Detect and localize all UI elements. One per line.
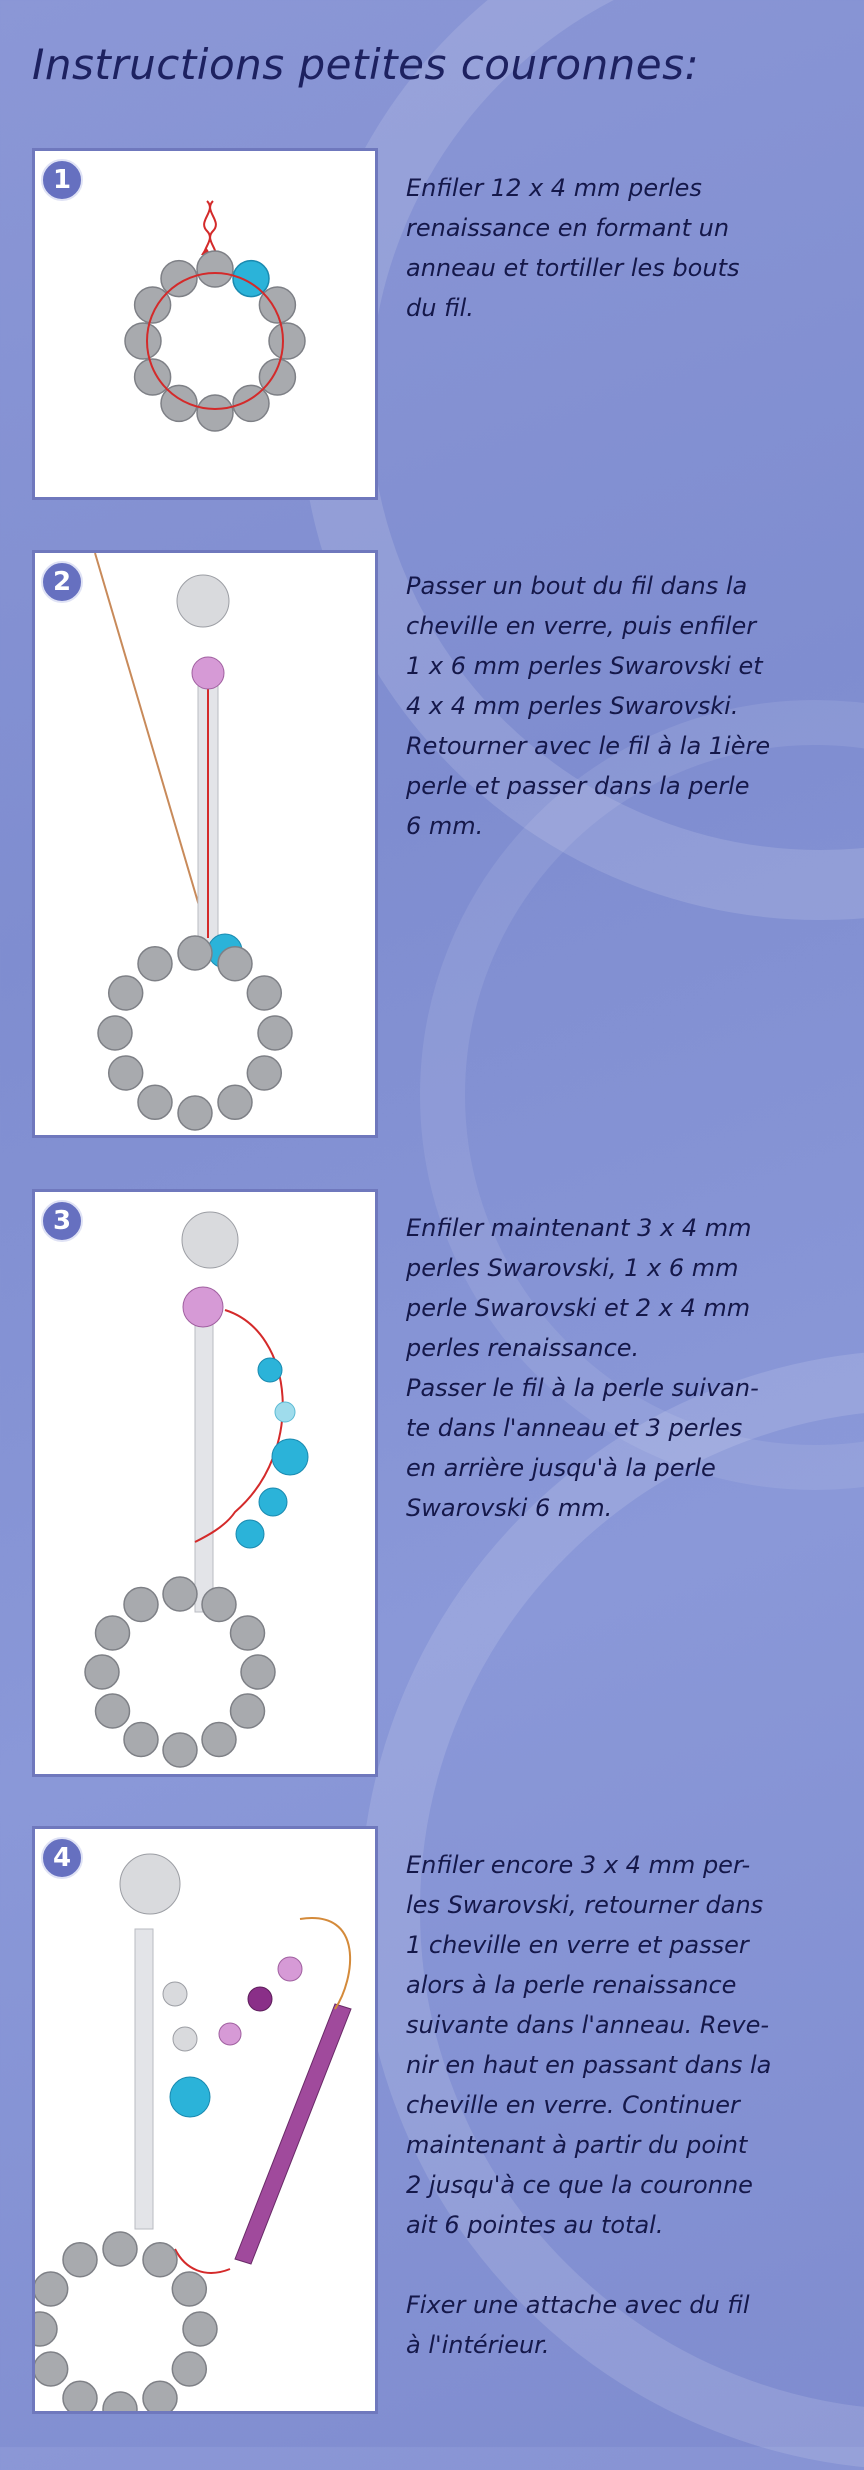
step-number-badge: 3 — [41, 1200, 83, 1242]
step-2-diagram — [35, 553, 375, 1135]
clear-bead-cluster-icon — [177, 575, 229, 627]
grey-bead-icon — [172, 2272, 206, 2306]
grey-bead-icon — [231, 1616, 265, 1650]
grey-bead-icon — [233, 385, 269, 421]
thread-path-icon — [175, 2249, 230, 2273]
step-3-instructions: Enfiler maintenant 3 x 4 mm perles Swarovski, 1 x 6 mm perle Swarovski et 2 x 4 mm perles renaissance. Passer le fil à la perle suivan- te dans l'anneau et 3 perles en arrière jusqu'à la perle Swarovski 6 mm. — [406, 1214, 759, 1522]
grey-bead-icon — [135, 287, 171, 323]
grey-bead-icon — [85, 1655, 119, 1689]
grey-bead-icon — [143, 2381, 177, 2411]
grey-bead-icon — [247, 1056, 281, 1090]
grey-bead-icon — [35, 2312, 57, 2346]
pink-bead-icon — [219, 2023, 241, 2045]
step-2-instructions: Passer un bout du fil dans la cheville en verre, puis enfiler 1 x 6 mm perles Swarovski et 4 x 4 mm perles Swarovski. Retourner avec le fil à la 1ière perle et passer dans la perle 6 mm. — [406, 572, 771, 840]
grey-bead-icon — [109, 1056, 143, 1090]
grey-bead-icon — [96, 1616, 130, 1650]
step-4-instructions: Enfiler encore 3 x 4 mm per- les Swarovski, retourner dans 1 cheville en verre et passer alors à la perle renaissance suivante dans l'anneau. Reve- nir en haut en passant dans la cheville en verre. Continuer maintenant à partir du point 2 jusqu'à ce que la couronne ait 6 pointes au total. Fixer une attache avec du fil à l'intérieur. — [406, 1851, 772, 2359]
grey-bead-icon — [183, 2312, 217, 2346]
step-4-diagram — [35, 1829, 375, 2411]
glass-tube-icon — [195, 1312, 213, 1612]
bead-ring-icon — [35, 2232, 217, 2411]
thread-path-icon — [300, 1918, 350, 2009]
blue-bead-icon — [258, 1358, 282, 1382]
step-4-illustration-panel — [32, 1826, 378, 2414]
grey-bead-icon — [161, 385, 197, 421]
grey-bead-icon — [218, 947, 252, 981]
pink-bead-icon — [183, 1287, 223, 1327]
clear-bead-icon — [173, 2027, 197, 2051]
grey-bead-icon — [247, 976, 281, 1010]
grey-bead-icon — [63, 2381, 97, 2411]
clear-bead-cluster-icon — [120, 1854, 180, 1914]
clear-bead-icon — [163, 1982, 187, 2006]
grey-bead-icon — [163, 1577, 197, 1611]
purple-tube-icon — [235, 2004, 351, 2264]
step-3-diagram — [35, 1192, 375, 1774]
grey-bead-icon — [241, 1655, 275, 1689]
grey-bead-icon — [197, 251, 233, 287]
grey-bead-icon — [96, 1694, 130, 1728]
grey-bead-icon — [124, 1588, 158, 1622]
grey-bead-icon — [269, 323, 305, 359]
grey-bead-icon — [125, 323, 161, 359]
grey-bead-icon — [138, 947, 172, 981]
grey-bead-icon — [163, 1733, 197, 1767]
step-3-illustration-panel — [32, 1189, 378, 1777]
grey-bead-icon — [124, 1723, 158, 1757]
blue-bead-icon — [259, 1488, 287, 1516]
grey-bead-icon — [259, 359, 295, 395]
bead-ring-icon — [85, 1577, 275, 1767]
page-title: Instructions petites couronnes: — [32, 40, 700, 89]
step-2-illustration-panel — [32, 550, 378, 1138]
grey-bead-icon — [231, 1694, 265, 1728]
grey-bead-icon — [135, 359, 171, 395]
step-number-badge: 2 — [41, 561, 83, 603]
grey-bead-icon — [218, 1085, 252, 1119]
grey-bead-icon — [35, 2352, 68, 2386]
grey-bead-icon — [178, 1096, 212, 1130]
grey-bead-icon — [178, 936, 212, 970]
grey-bead-icon — [103, 2392, 137, 2411]
grey-bead-icon — [259, 287, 295, 323]
grey-bead-icon — [161, 261, 197, 297]
grey-bead-icon — [172, 2352, 206, 2386]
grey-bead-icon — [202, 1588, 236, 1622]
pink-bead-icon — [192, 657, 224, 689]
blue-bead-icon — [236, 1520, 264, 1548]
grey-bead-icon — [197, 395, 233, 431]
clear-bead-cluster-icon — [182, 1212, 238, 1268]
pink-bead-icon — [278, 1957, 302, 1981]
glass-tube-icon — [135, 1929, 153, 2229]
purple-bead-icon — [248, 1987, 272, 2011]
blue-bead-icon — [233, 261, 269, 297]
blue-bead-icon — [272, 1439, 308, 1475]
grey-bead-icon — [202, 1723, 236, 1757]
thread-path-icon — [147, 273, 283, 409]
step-1-instructions: Enfiler 12 x 4 mm perles renaissance en formant un anneau et tortiller les bouts du fil. — [406, 174, 740, 322]
blue-bead-icon — [170, 2077, 210, 2117]
grey-bead-icon — [103, 2232, 137, 2266]
grey-bead-icon — [138, 1085, 172, 1119]
bead-ring-icon — [98, 936, 292, 1130]
blue-bead-icon — [275, 1402, 295, 1422]
step-1-diagram — [35, 151, 375, 497]
step-number-badge: 1 — [41, 159, 83, 201]
bead-ring-icon — [125, 251, 305, 431]
step-number-badge: 4 — [41, 1837, 83, 1879]
grey-bead-icon — [143, 2243, 177, 2277]
grey-bead-icon — [98, 1016, 132, 1050]
grey-bead-icon — [258, 1016, 292, 1050]
grey-bead-icon — [63, 2243, 97, 2277]
grey-bead-icon — [109, 976, 143, 1010]
step-1-illustration-panel — [32, 148, 378, 500]
grey-bead-icon — [35, 2272, 68, 2306]
